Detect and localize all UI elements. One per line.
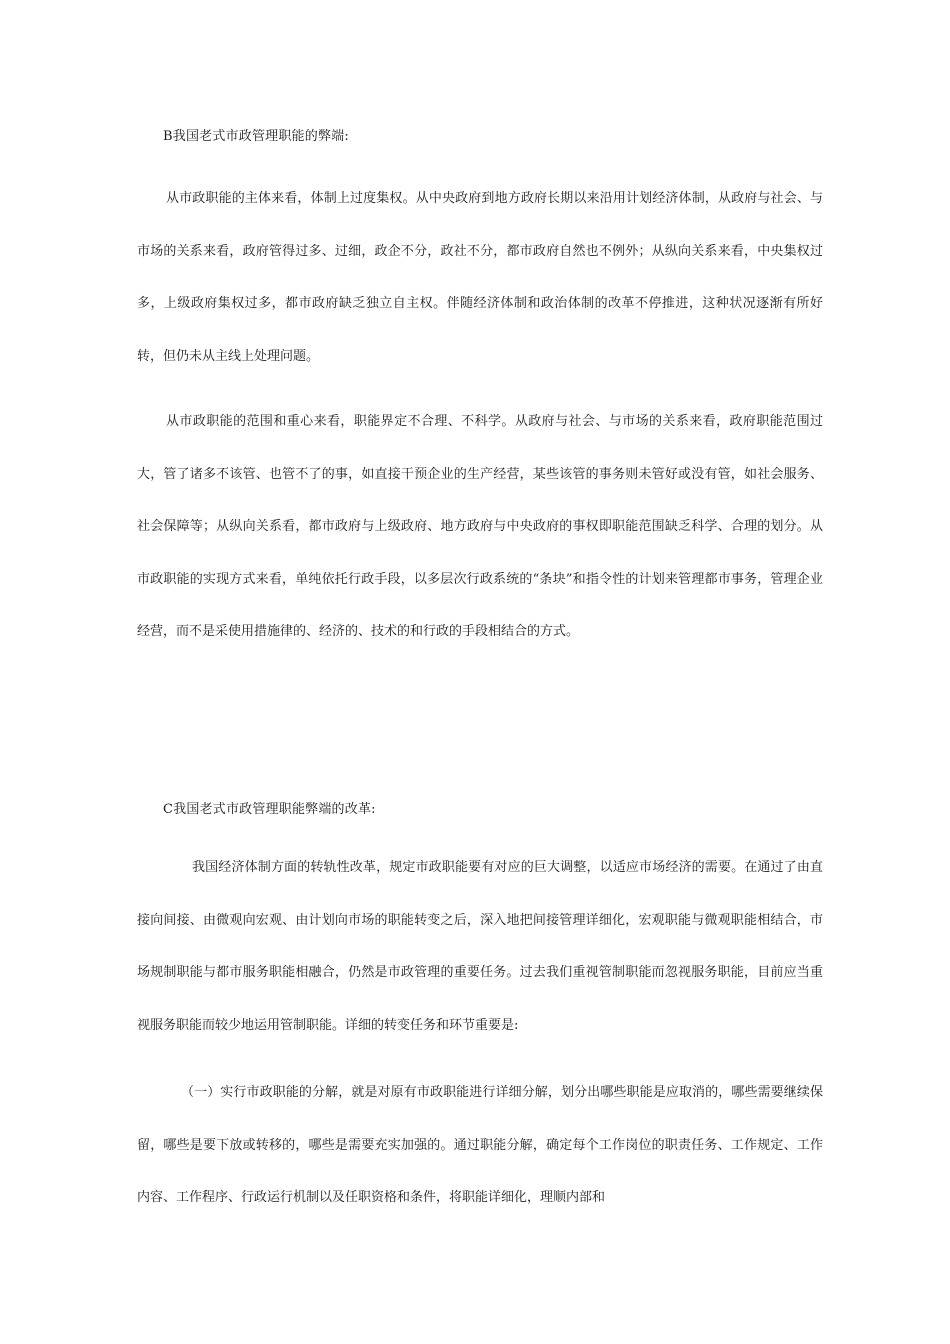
- paragraph-b-2: 从市政职能的范围和重心来看，职能界定不合理、不科学。从政府与社会、与市场的关系来看，政府职能范围过大，管了诸多不该管、也管不了的事，如直接干预企业的生产经营，某些该管的事务则未管好或没有管，如社会服务、社会保障等；从纵向关系看，都市政府与上级政府、地方政府与中央政府的事权即职能范围缺乏科学、合理的划分。从市政职能的实现方式来看，单纯依托行政手段，以多层次行政系统的“条块”和指令性的计划来管理都市事务，管理企业经营，而不是采使用措施律的、经济的、技术的和行政的手段相结合的方式。: [137, 414, 823, 639]
- paragraph-b-1: 从市政职能的主体来看，体制上过度集权。从中央政府到地方政府长期以来沿用计划经济体制，从政府与社会、与市场的关系来看，政府管得过多、过细，政企不分，政社不分，都市政府自然也不例外；从纵向关系来看，中央集权过多，上级政府集权过多，都市政府缺乏独立自主权。伴随经济体制和政治体制的改革不停推进，这种状况逐渐有所好转，但仍未从主线上处理问题。: [137, 191, 823, 364]
- section-heading-c: C我国老式市政管理职能弊端的改革:: [163, 802, 376, 817]
- paragraph-c-2: （一）实行市政职能的分解，就是对原有市政职能进行详细分解，划分出哪些职能是应取消的，哪些需要继续保留，哪些是要下放或转移的，哪些是需要充实加强的。通过职能分解，确定每个工作岗位的职责任务、工作规定、工作内容、工作程序、行政运行机制以及任职资格和条件，将职能详细化，理顺内部和: [137, 1085, 823, 1205]
- section-heading-b: B我国老式市政管理职能的弊端:: [163, 129, 349, 144]
- paragraph-c-1: 我国经济体制方面的转轨性改革，规定市政职能要有对应的巨大调整，以适应市场经济的需要。在通过了由直接向间接、由微观向宏观、由计划向市场的职能转变之后，深入地把间接管理详细化，宏观职能与微观职能相结合，市场规制职能与都市服务职能相融合，仍然是市政管理的重要任务。过去我们重视管制职能而忽视服务职能，目前应当重视服务职能而较少地运用管制职能。详细的转变任务和环节重要是:: [137, 860, 823, 1033]
